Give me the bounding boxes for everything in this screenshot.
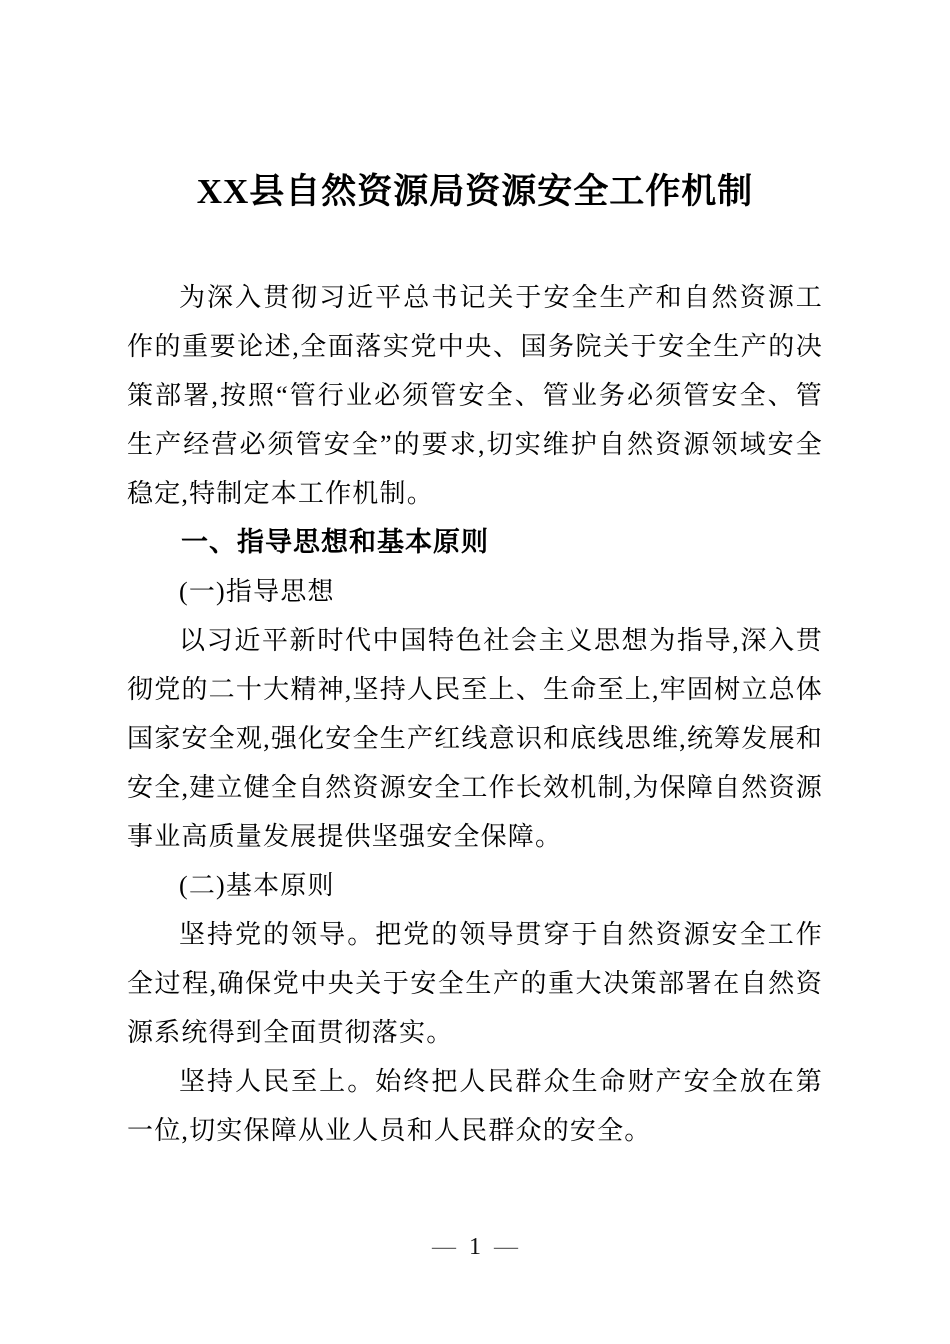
paragraph-guiding-ideology: 以习近平新时代中国特色社会主义思想为指导,深入贯彻党的二十大精神,坚持人民至上、生命至上,牢固树立总体国家安全观,强化安全生产红线意识和底线思维,统筹发展和安全,建立健全自然资源安全工作长效机制,为保障自然资源事业高质量发展提供坚强安全保障。 [127, 626, 823, 851]
page-footer [0, 1232, 950, 1262]
footer-dash-left: — [432, 1234, 456, 1260]
paragraph-party-leadership: 坚持党的领导。把党的领导贯穿于自然资源安全工作全过程,确保党中央关于安全生产的重大决策部署在自然资源系统得到全面贯彻落实。 [127, 920, 823, 1047]
footer-page-number: 1 [469, 1234, 481, 1260]
document-title: XX县自然资源局资源安全工作机制 [196, 172, 754, 211]
footer-dash-right: — [494, 1234, 518, 1260]
section-heading-guiding-principles: 一、指导思想和基本原则 [181, 527, 489, 557]
paragraph-people-first: 坚持人民至上。始终把人民群众生命财产安全放在第一位,切实保障从业人员和人民群众的安全。 [127, 1067, 823, 1145]
document-body [127, 273, 823, 1155]
subheading-basic-principles: (二)基本原则 [179, 871, 335, 900]
document-content [127, 0, 823, 1155]
subheading-guiding-ideology: (一)指导思想 [179, 577, 335, 606]
paragraph-intro: 为深入贯彻习近平总书记关于安全生产和自然资源工作的重要论述,全面落实党中央、国务院关于安全生产的决策部署,按照“管行业必须管安全、管业务必须管安全、管生产经营必须管安全”的要求,切实维护自然资源领域安全稳定,特制定本工作机制。 [127, 283, 823, 508]
